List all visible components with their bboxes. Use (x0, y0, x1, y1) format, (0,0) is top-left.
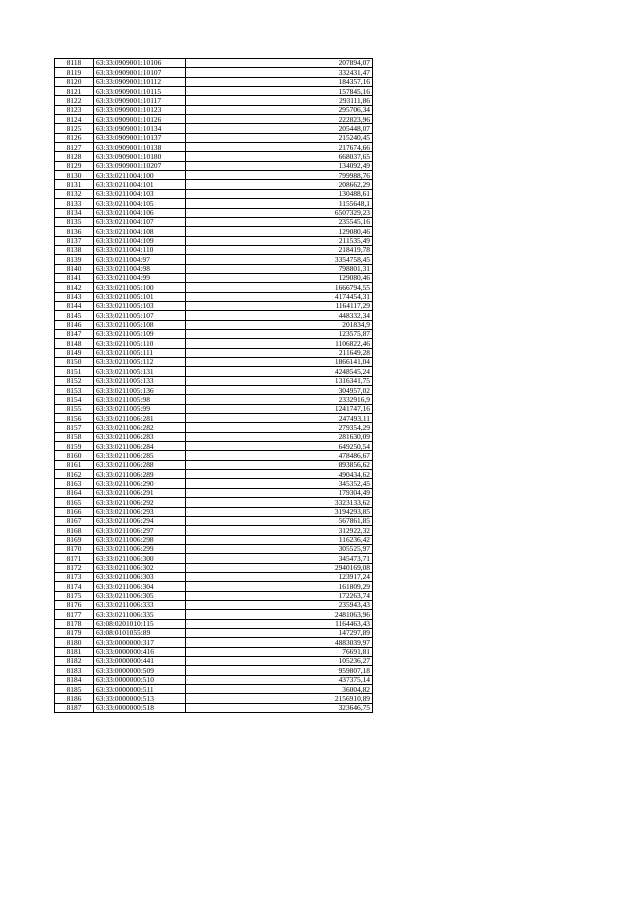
value-cell: 437375,14 (186, 675, 373, 684)
cadastral-number-cell: 63:33:0211006:289 (94, 470, 186, 479)
table-row (55, 320, 373, 329)
table-row (55, 516, 373, 525)
value-cell: 2156910,89 (186, 694, 373, 703)
table-row (55, 432, 373, 441)
cadastral-number-cell: 63:33:0211005:100 (94, 283, 186, 292)
row-number-cell: 8163 (55, 479, 94, 488)
cadastral-number-cell: 63:33:0909001:10126 (94, 115, 186, 124)
cadastral-number-cell: 63:33:0000000:317 (94, 638, 186, 647)
table-row (55, 479, 373, 488)
row-number-cell: 8178 (55, 619, 94, 628)
value-cell: 1316341,75 (186, 376, 373, 385)
row-number-cell: 8118 (55, 59, 94, 68)
table-row (55, 180, 373, 189)
value-cell: 201834,9 (186, 320, 373, 329)
value-cell: 208662,29 (186, 180, 373, 189)
value-cell: 893856,62 (186, 460, 373, 469)
row-number-cell: 8142 (55, 283, 94, 292)
row-number-cell: 8166 (55, 507, 94, 516)
row-number-cell: 8127 (55, 143, 94, 152)
row-number-cell: 8151 (55, 367, 94, 376)
cadastral-number-cell: 63:33:0909001:10115 (94, 87, 186, 96)
table-row (55, 283, 373, 292)
row-number-cell: 8173 (55, 572, 94, 581)
table-row (55, 535, 373, 544)
row-number-cell: 8160 (55, 451, 94, 460)
value-cell: 1666794,55 (186, 283, 373, 292)
cadastral-number-cell: 63:33:0909001:10117 (94, 96, 186, 105)
cadastral-value-table (54, 58, 373, 713)
row-number-cell: 8165 (55, 498, 94, 507)
table-row (55, 311, 373, 320)
table-row (55, 638, 373, 647)
row-number-cell: 8121 (55, 87, 94, 96)
row-number-cell: 8136 (55, 227, 94, 236)
table-row (55, 236, 373, 245)
cadastral-number-cell: 63:33:0211004:100 (94, 171, 186, 180)
table-row (55, 610, 373, 619)
table-row (55, 124, 373, 133)
cadastral-number-cell: 63:33:0909001:10106 (94, 59, 186, 68)
value-cell: 222823,96 (186, 115, 373, 124)
row-number-cell: 8158 (55, 432, 94, 441)
table-row (55, 133, 373, 142)
row-number-cell: 8120 (55, 77, 94, 86)
cadastral-number-cell: 63:33:0211005:112 (94, 358, 186, 367)
value-cell: 4174454,31 (186, 292, 373, 301)
cadastral-number-cell: 63:33:0000000:513 (94, 694, 186, 703)
value-cell: 116236,42 (186, 535, 373, 544)
value-cell: 2481063,96 (186, 610, 373, 619)
value-cell: 490434,62 (186, 470, 373, 479)
value-cell: 184357,16 (186, 77, 373, 86)
value-cell: 2332916,9 (186, 395, 373, 404)
cadastral-number-cell: 63:33:0211006:304 (94, 582, 186, 591)
row-number-cell: 8145 (55, 311, 94, 320)
value-cell: 36004,82 (186, 685, 373, 694)
value-cell: 799988,76 (186, 171, 373, 180)
table-row (55, 171, 373, 180)
table-row (55, 647, 373, 656)
cadastral-number-cell: 63:33:0211006:298 (94, 535, 186, 544)
row-number-cell: 8139 (55, 255, 94, 264)
table-row (55, 526, 373, 535)
row-number-cell: 8131 (55, 180, 94, 189)
value-cell: 312922,32 (186, 526, 373, 535)
cadastral-number-cell: 63:33:0211005:110 (94, 339, 186, 348)
table-row (55, 217, 373, 226)
value-cell: 304957,02 (186, 386, 373, 395)
table-row (55, 470, 373, 479)
row-number-cell: 8148 (55, 339, 94, 348)
row-number-cell: 8128 (55, 152, 94, 161)
row-number-cell: 8147 (55, 329, 94, 338)
value-cell: 123917,24 (186, 572, 373, 581)
table-row (55, 189, 373, 198)
value-cell: 123575,87 (186, 329, 373, 338)
table-row (55, 451, 373, 460)
cadastral-number-cell: 63:33:0211006:305 (94, 591, 186, 600)
cadastral-number-cell: 63:33:0000000:441 (94, 657, 186, 666)
value-cell: 279354,29 (186, 423, 373, 432)
cadastral-number-cell: 63:33:0211006:281 (94, 414, 186, 423)
table-body (55, 59, 373, 713)
row-number-cell: 8186 (55, 694, 94, 703)
cadastral-number-cell: 63:33:0211006:335 (94, 610, 186, 619)
row-number-cell: 8138 (55, 245, 94, 254)
row-number-cell: 8129 (55, 161, 94, 170)
table-row (55, 68, 373, 77)
value-cell: 1164117,29 (186, 301, 373, 310)
cadastral-number-cell: 63:33:0909001:10138 (94, 143, 186, 152)
cadastral-number-cell: 63:33:0211004:106 (94, 208, 186, 217)
table-row (55, 329, 373, 338)
table-row (55, 161, 373, 170)
table-row (55, 264, 373, 273)
value-cell: 293111,86 (186, 96, 373, 105)
value-cell: 215240,45 (186, 133, 373, 142)
cadastral-number-cell: 63:33:0211004:98 (94, 264, 186, 273)
row-number-cell: 8152 (55, 376, 94, 385)
row-number-cell: 8132 (55, 189, 94, 198)
table-row (55, 273, 373, 282)
value-cell: 105236,27 (186, 657, 373, 666)
row-number-cell: 8149 (55, 348, 94, 357)
row-number-cell: 8130 (55, 171, 94, 180)
row-number-cell: 8123 (55, 105, 94, 114)
value-cell: 217674,66 (186, 143, 373, 152)
table-row (55, 395, 373, 404)
cadastral-number-cell: 63:33:0909001:10112 (94, 77, 186, 86)
cadastral-number-cell: 63:33:0211006:302 (94, 563, 186, 572)
row-number-cell: 8137 (55, 236, 94, 245)
table-row (55, 255, 373, 264)
value-cell: 448332,34 (186, 311, 373, 320)
row-number-cell: 8156 (55, 414, 94, 423)
cadastral-number-cell: 63:33:0211006:333 (94, 600, 186, 609)
value-cell: 1155648,1 (186, 199, 373, 208)
row-number-cell: 8143 (55, 292, 94, 301)
row-number-cell: 8184 (55, 675, 94, 684)
table-row (55, 498, 373, 507)
value-cell: 345473,71 (186, 554, 373, 563)
value-cell: 345352,45 (186, 479, 373, 488)
value-cell: 205448,07 (186, 124, 373, 133)
cadastral-number-cell: 63:33:0211005:109 (94, 329, 186, 338)
value-cell: 235943,43 (186, 600, 373, 609)
value-cell: 478486,67 (186, 451, 373, 460)
cadastral-number-cell: 63:33:0211006:282 (94, 423, 186, 432)
cadastral-number-cell: 63:33:0909001:10207 (94, 161, 186, 170)
cadastral-number-cell: 63:33:0211005:99 (94, 404, 186, 413)
value-cell: 211535,49 (186, 236, 373, 245)
value-cell: 649250,54 (186, 442, 373, 451)
table-row (55, 199, 373, 208)
row-number-cell: 8124 (55, 115, 94, 124)
table-row (55, 685, 373, 694)
value-cell: 3354758,45 (186, 255, 373, 264)
row-number-cell: 8134 (55, 208, 94, 217)
row-number-cell: 8146 (55, 320, 94, 329)
row-number-cell: 8183 (55, 666, 94, 675)
value-cell: 3323133,62 (186, 498, 373, 507)
value-cell: 668037,65 (186, 152, 373, 161)
table-row (55, 208, 373, 217)
row-number-cell: 8162 (55, 470, 94, 479)
cadastral-number-cell: 63:33:0211005:131 (94, 367, 186, 376)
cadastral-number-cell: 63:33:0211005:133 (94, 376, 186, 385)
row-number-cell: 8157 (55, 423, 94, 432)
value-cell: 4883039,97 (186, 638, 373, 647)
table-row (55, 600, 373, 609)
value-cell: 147297,89 (186, 628, 373, 637)
cadastral-number-cell: 63:33:0211006:303 (94, 572, 186, 581)
value-cell: 129080,46 (186, 273, 373, 282)
row-number-cell: 8182 (55, 657, 94, 666)
value-cell: 1866141,04 (186, 358, 373, 367)
cadastral-number-cell: 63:33:0211005:98 (94, 395, 186, 404)
cadastral-number-cell: 63:33:0211004:107 (94, 217, 186, 226)
table-row (55, 404, 373, 413)
table-row (55, 628, 373, 637)
value-cell: 207894,07 (186, 59, 373, 68)
table-row (55, 666, 373, 675)
table-row (55, 245, 373, 254)
table-row (55, 591, 373, 600)
cadastral-number-cell: 63:33:0211004:110 (94, 245, 186, 254)
row-number-cell: 8155 (55, 404, 94, 413)
cadastral-number-cell: 63:33:0909001:10123 (94, 105, 186, 114)
table-row (55, 105, 373, 114)
row-number-cell: 8150 (55, 358, 94, 367)
cadastral-number-cell: 63:33:0000000:518 (94, 703, 186, 712)
table-row (55, 376, 373, 385)
value-cell: 235545,16 (186, 217, 373, 226)
table-row (55, 339, 373, 348)
table-row (55, 423, 373, 432)
cadastral-number-cell: 63:33:0000000:416 (94, 647, 186, 656)
row-number-cell: 8169 (55, 535, 94, 544)
value-cell: 2940169,08 (186, 563, 373, 572)
table-row (55, 694, 373, 703)
row-number-cell: 8187 (55, 703, 94, 712)
value-cell: 281630,09 (186, 432, 373, 441)
table-row (55, 96, 373, 105)
value-cell: 211649,28 (186, 348, 373, 357)
value-cell: 179304,49 (186, 488, 373, 497)
cadastral-number-cell: 63:08:0201010:115 (94, 619, 186, 628)
cadastral-number-cell: 63:33:0211006:300 (94, 554, 186, 563)
value-cell: 1241747,16 (186, 404, 373, 413)
row-number-cell: 8122 (55, 96, 94, 105)
table-row (55, 572, 373, 581)
row-number-cell: 8176 (55, 600, 94, 609)
value-cell: 323646,75 (186, 703, 373, 712)
value-cell: 161809,29 (186, 582, 373, 591)
table-row (55, 675, 373, 684)
cadastral-number-cell: 63:33:0211006:291 (94, 488, 186, 497)
table-row (55, 554, 373, 563)
value-cell: 305525,97 (186, 544, 373, 553)
value-cell: 247493,11 (186, 414, 373, 423)
table-row (55, 619, 373, 628)
row-number-cell: 8133 (55, 199, 94, 208)
cadastral-number-cell: 63:33:0211005:107 (94, 311, 186, 320)
value-cell: 1106822,46 (186, 339, 373, 348)
cadastral-number-cell: 63:33:0211005:111 (94, 348, 186, 357)
value-cell: 1164463,43 (186, 619, 373, 628)
cadastral-number-cell: 63:08:0101055:89 (94, 628, 186, 637)
value-cell: 218419,78 (186, 245, 373, 254)
row-number-cell: 8170 (55, 544, 94, 553)
cadastral-number-cell: 63:33:0000000:510 (94, 675, 186, 684)
table-row (55, 152, 373, 161)
cadastral-number-cell: 63:33:0211005:103 (94, 301, 186, 310)
table-row (55, 563, 373, 572)
row-number-cell: 8154 (55, 395, 94, 404)
row-number-cell: 8141 (55, 273, 94, 282)
value-cell: 798801,31 (186, 264, 373, 273)
value-cell: 76691,81 (186, 647, 373, 656)
table-row (55, 544, 373, 553)
cadastral-number-cell: 63:33:0211006:284 (94, 442, 186, 451)
table-row (55, 414, 373, 423)
table-row (55, 367, 373, 376)
table-row (55, 442, 373, 451)
row-number-cell: 8181 (55, 647, 94, 656)
row-number-cell: 8140 (55, 264, 94, 273)
cadastral-number-cell: 63:33:0211005:136 (94, 386, 186, 395)
row-number-cell: 8119 (55, 68, 94, 77)
value-cell: 4248545,24 (186, 367, 373, 376)
row-number-cell: 8153 (55, 386, 94, 395)
table-row (55, 386, 373, 395)
cadastral-number-cell: 63:33:0211004:108 (94, 227, 186, 236)
row-number-cell: 8177 (55, 610, 94, 619)
table-row (55, 87, 373, 96)
table-row (55, 115, 373, 124)
cadastral-number-cell: 63:33:0211006:285 (94, 451, 186, 460)
cadastral-number-cell: 63:33:0211004:99 (94, 273, 186, 282)
table-row (55, 143, 373, 152)
row-number-cell: 8174 (55, 582, 94, 591)
table-row (55, 227, 373, 236)
table-row (55, 358, 373, 367)
value-cell: 129080,46 (186, 227, 373, 236)
cadastral-number-cell: 63:33:0909001:10107 (94, 68, 186, 77)
row-number-cell: 8126 (55, 133, 94, 142)
table-row (55, 348, 373, 357)
cadastral-number-cell: 63:33:0909001:10134 (94, 124, 186, 133)
cadastral-number-cell: 63:33:0211004:101 (94, 180, 186, 189)
value-cell: 134092,49 (186, 161, 373, 170)
cadastral-number-cell: 63:33:0211006:299 (94, 544, 186, 553)
cadastral-number-cell: 63:33:0211005:101 (94, 292, 186, 301)
table-row (55, 507, 373, 516)
table-row (55, 77, 373, 86)
row-number-cell: 8159 (55, 442, 94, 451)
value-cell: 157845,16 (186, 87, 373, 96)
table-row (55, 488, 373, 497)
cadastral-number-cell: 63:33:0211006:297 (94, 526, 186, 535)
cadastral-number-cell: 63:33:0211006:292 (94, 498, 186, 507)
table-row (55, 292, 373, 301)
row-number-cell: 8161 (55, 460, 94, 469)
value-cell: 3194293,85 (186, 507, 373, 516)
cadastral-number-cell: 63:33:0211004:109 (94, 236, 186, 245)
cadastral-number-cell: 63:33:0211004:103 (94, 189, 186, 198)
value-cell: 130488,61 (186, 189, 373, 198)
row-number-cell: 8135 (55, 217, 94, 226)
row-number-cell: 8168 (55, 526, 94, 535)
value-cell: 959807,18 (186, 666, 373, 675)
cadastral-number-cell: 63:33:0211006:294 (94, 516, 186, 525)
value-cell: 6507329,23 (186, 208, 373, 217)
table-row (55, 59, 373, 68)
row-number-cell: 8125 (55, 124, 94, 133)
cadastral-number-cell: 63:33:0000000:511 (94, 685, 186, 694)
table-row (55, 657, 373, 666)
row-number-cell: 8175 (55, 591, 94, 600)
row-number-cell: 8179 (55, 628, 94, 637)
table-row (55, 703, 373, 712)
value-cell: 172263,74 (186, 591, 373, 600)
cadastral-number-cell: 63:33:0211004:105 (94, 199, 186, 208)
cadastral-number-cell: 63:33:0211006:288 (94, 460, 186, 469)
row-number-cell: 8167 (55, 516, 94, 525)
row-number-cell: 8144 (55, 301, 94, 310)
row-number-cell: 8171 (55, 554, 94, 563)
cadastral-number-cell: 63:33:0000000:509 (94, 666, 186, 675)
table-row (55, 301, 373, 310)
cadastral-number-cell: 63:33:0909001:10137 (94, 133, 186, 142)
row-number-cell: 8172 (55, 563, 94, 572)
table-row (55, 460, 373, 469)
value-cell: 332431,47 (186, 68, 373, 77)
cadastral-number-cell: 63:33:0211006:290 (94, 479, 186, 488)
cadastral-number-cell: 63:33:0211006:293 (94, 507, 186, 516)
value-cell: 295706,34 (186, 105, 373, 114)
cadastral-number-cell: 63:33:0909001:10180 (94, 152, 186, 161)
cadastral-number-cell: 63:33:0211004:97 (94, 255, 186, 264)
cadastral-number-cell: 63:33:0211006:283 (94, 432, 186, 441)
value-cell: 567861,85 (186, 516, 373, 525)
row-number-cell: 8164 (55, 488, 94, 497)
row-number-cell: 8180 (55, 638, 94, 647)
cadastral-number-cell: 63:33:0211005:108 (94, 320, 186, 329)
table-row (55, 582, 373, 591)
row-number-cell: 8185 (55, 685, 94, 694)
